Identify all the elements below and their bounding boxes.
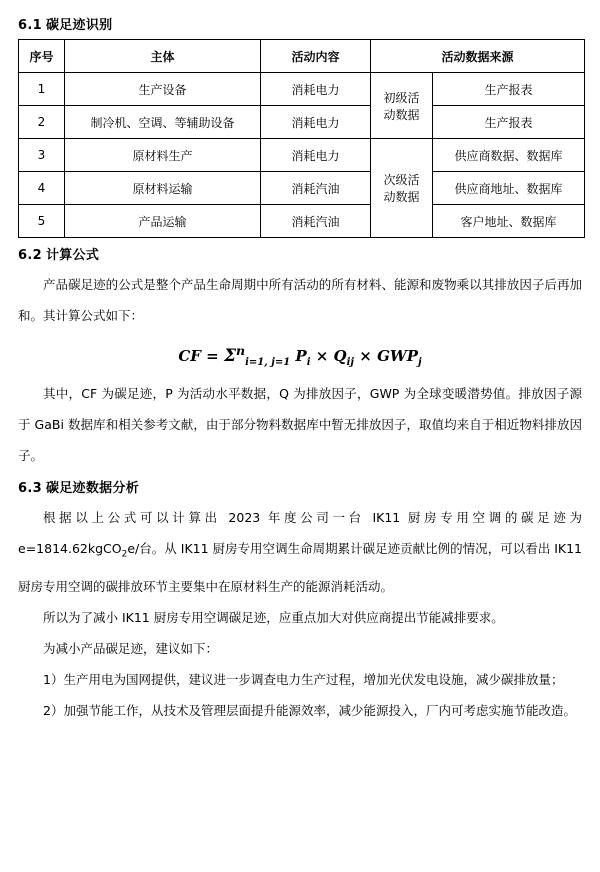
column-header-no: 序号 <box>19 40 65 73</box>
section-number-6-2: 6.2 <box>18 248 42 263</box>
cell-subject: 原材料生产 <box>65 139 261 172</box>
formula-gwp: GWP <box>377 347 419 365</box>
column-header-subject: 主体 <box>65 40 261 73</box>
cell-source: 生产报表 <box>433 73 585 106</box>
cell-activity: 消耗电力 <box>261 139 371 172</box>
cell-source: 供应商数据、数据库 <box>433 139 585 172</box>
cell-group-secondary: 次级活 动数据 <box>371 139 433 238</box>
co2-subscript: 2 <box>121 549 128 560</box>
column-header-source: 活动数据来源 <box>371 40 585 73</box>
formula-p: P <box>295 347 307 365</box>
section-heading-6-1 <box>18 14 582 33</box>
paragraph-6-3-4: 1）生产用电为国网提供，建议进一步调查电力生产过程，增加光伏发电设施，减少碳排放量； <box>43 671 564 687</box>
formula-q: Q <box>333 347 347 365</box>
carbon-footprint-formula <box>18 343 582 368</box>
cell-source: 供应商地址、数据库 <box>433 172 585 205</box>
cell-source: 生产报表 <box>433 106 585 139</box>
cell-activity: 消耗电力 <box>261 73 371 106</box>
formula-q-sub: ij <box>346 357 355 368</box>
cell-group-primary: 初级活 动数据 <box>371 73 433 139</box>
paragraph-6-3-1-part-a: 根据以上公式可以计算出 2023 年度公司一台 IK11 厨房专用空调的碳足迹为 e=1814.62kgCO <box>18 510 582 556</box>
table-row <box>19 172 585 205</box>
section-heading-6-3 <box>18 477 582 496</box>
paragraph-6-3-1 <box>18 502 582 602</box>
section-number-6-1: 6.1 <box>18 18 42 33</box>
cell-no: 3 <box>19 139 65 172</box>
section-title-6-3: 碳足迹数据分析 <box>45 481 140 496</box>
formula-sigma: Σ <box>223 346 237 366</box>
cell-subject: 产品运输 <box>65 205 261 238</box>
paragraph-6-3-1-part-b: e/台。从 IK11 厨房专用空调生命周期累计碳足迹贡献比例的情况，可以看出 IK11 厨房专用空调的碳排放环节主要集中在原材料生产的能源消耗活动。 <box>18 541 582 594</box>
cell-no: 2 <box>19 106 65 139</box>
section-heading-6-2 <box>18 244 582 263</box>
formula-lhs: CF <box>178 347 201 365</box>
section-title-6-2: 计算公式 <box>45 248 100 263</box>
cell-activity: 消耗汽油 <box>261 205 371 238</box>
cell-no: 4 <box>19 172 65 205</box>
paragraph-6-2-2: 其中，CF 为碳足迹，P 为活动水平数据，Q 为排放因子，GWP 为全球变暖潜势值。排放因子源于 GaBi 数据库和相关参考文献，由于部分物料数据库中暂无排放因子，取值均来自于相近物料排放因子。 <box>18 386 582 463</box>
column-header-activity: 活动内容 <box>261 40 371 73</box>
formula-sigma-lower: i=1, j=1 <box>245 357 291 368</box>
cell-no: 1 <box>19 73 65 106</box>
table-row <box>19 73 585 106</box>
paragraph-6-3-2: 所以为了减小 IK11 厨房专用空调碳足迹，应重点加大对供应商提出节能减排要求。 <box>43 609 504 625</box>
cell-activity: 消耗电力 <box>261 106 371 139</box>
cell-no: 5 <box>19 205 65 238</box>
cell-subject: 制冷机、空调、等辅助设备 <box>65 106 261 139</box>
formula-p-sub: i <box>306 357 311 368</box>
cell-subject: 生产设备 <box>65 73 261 106</box>
cell-source: 客户地址、数据库 <box>433 205 585 238</box>
table-row <box>19 106 585 139</box>
cell-subject: 原材料运输 <box>65 172 261 205</box>
paragraph-6-3-5: 2）加强节能工作，从技术及管理层面提升能源效率，减少能源投入，厂内可考虑实施节能改造。 <box>43 702 576 718</box>
formula-gwp-sub: j <box>418 357 422 368</box>
formula-times-2: × <box>359 347 372 365</box>
section-title-6-1: 碳足迹识别 <box>45 18 113 33</box>
paragraph-6-2-1: 产品碳足迹的公式是整个产品生命周期中所有活动的所有材料、能源和废物乘以其排放因子后再加和。其计算公式如下： <box>18 277 582 323</box>
cell-activity: 消耗汽油 <box>261 172 371 205</box>
table-row <box>19 139 585 172</box>
table-row <box>19 205 585 238</box>
formula-times-1: × <box>315 347 329 365</box>
carbon-footprint-identification-table <box>18 39 585 238</box>
paragraph-6-3-3: 为减小产品碳足迹，建议如下： <box>43 640 219 656</box>
formula-equals: = <box>206 347 219 365</box>
formula-sigma-upper: n <box>236 343 246 358</box>
section-number-6-3: 6.3 <box>18 481 42 496</box>
table-header-row <box>19 40 585 73</box>
